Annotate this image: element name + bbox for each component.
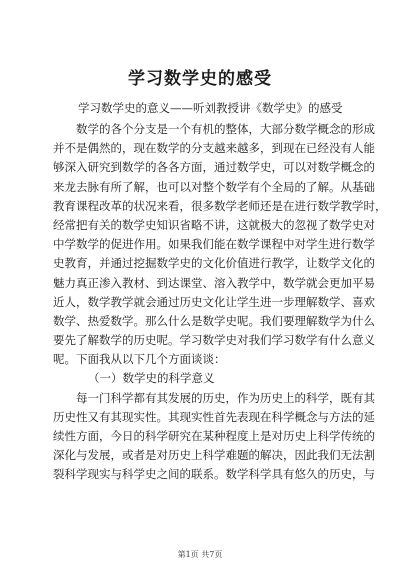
document-title: 学习数学史的感受 (128, 69, 272, 89)
paragraph-line: 近人，数学教学就会通过历史文化让学生进一步理解数学、喜欢 (53, 294, 375, 309)
paragraph-line: 够深入研究到数学的各各方面，通过数学史，可以对数学概念的 (53, 160, 375, 175)
paragraph-line: 来龙去脉有所了解，也可以对整个数学有个全局的了解。从基础 (53, 179, 375, 194)
paragraph-line: 魅力真正渗入教材、到达课堂、溶入教学中，数学就会更加平易 (53, 275, 375, 290)
paragraph-line: 中学数学的促进作用。如果我们能在数学课程中对学生进行数学 (53, 237, 375, 252)
paragraph-line: 史教育，并通过挖掘数学史的文化价值进行教学，让数学文化的 (53, 256, 375, 271)
document-body (53, 120, 387, 485)
document-subtitle: 学习数学史的意义——听刘教授讲《数学史》的感受 (78, 101, 343, 115)
page-number: 第1页 共7页 (177, 550, 223, 559)
paragraph-line: 历史性又有其现实性。其现实性首先表现在科学概念与方法的延 (53, 409, 375, 424)
paragraph-line: 裂科学现实与科学史之间的联系。数学科学具有悠久的历史，与 (53, 467, 375, 482)
paragraph-line: 教育课程改革的状况来看，很多数学老师还是在进行数学教学时， (53, 198, 387, 213)
paragraph-line: 数学、热爱数学。那么什么是数学史呢。我们要理解数学为什么 (53, 313, 375, 328)
paragraph-line: 并不是偶然的，现在数学的分支越来越多，到现在已经没有人能 (53, 141, 375, 156)
paragraph-line: 续性方面，今日的科学研究在某种程度上是对历史上科学传统的 (53, 429, 375, 443)
paragraph-line: 要先了解数学的历史呢。学习数学史对我们学习数学有什么意义 (53, 333, 375, 348)
paragraph-line: 深化与发展，或者是对历史上科学难题的解决，因此我们无法割 (53, 448, 375, 463)
paragraph-line: 每一门科学都有其发展的历史，作为历史上的科学，既有其 (76, 390, 375, 405)
paragraph-line: 经常把有关的数学史知识省略不讲，这就极大的忽视了数学史对 (53, 217, 375, 232)
paragraph-line: 数学的各个分支是一个有机的整体，大部分数学概念的形成 (76, 122, 375, 136)
section-heading: （一）数学史的科学意义 (88, 371, 215, 386)
paragraph-line: 呢。下面我从以下几个方面谈谈： (53, 352, 226, 367)
